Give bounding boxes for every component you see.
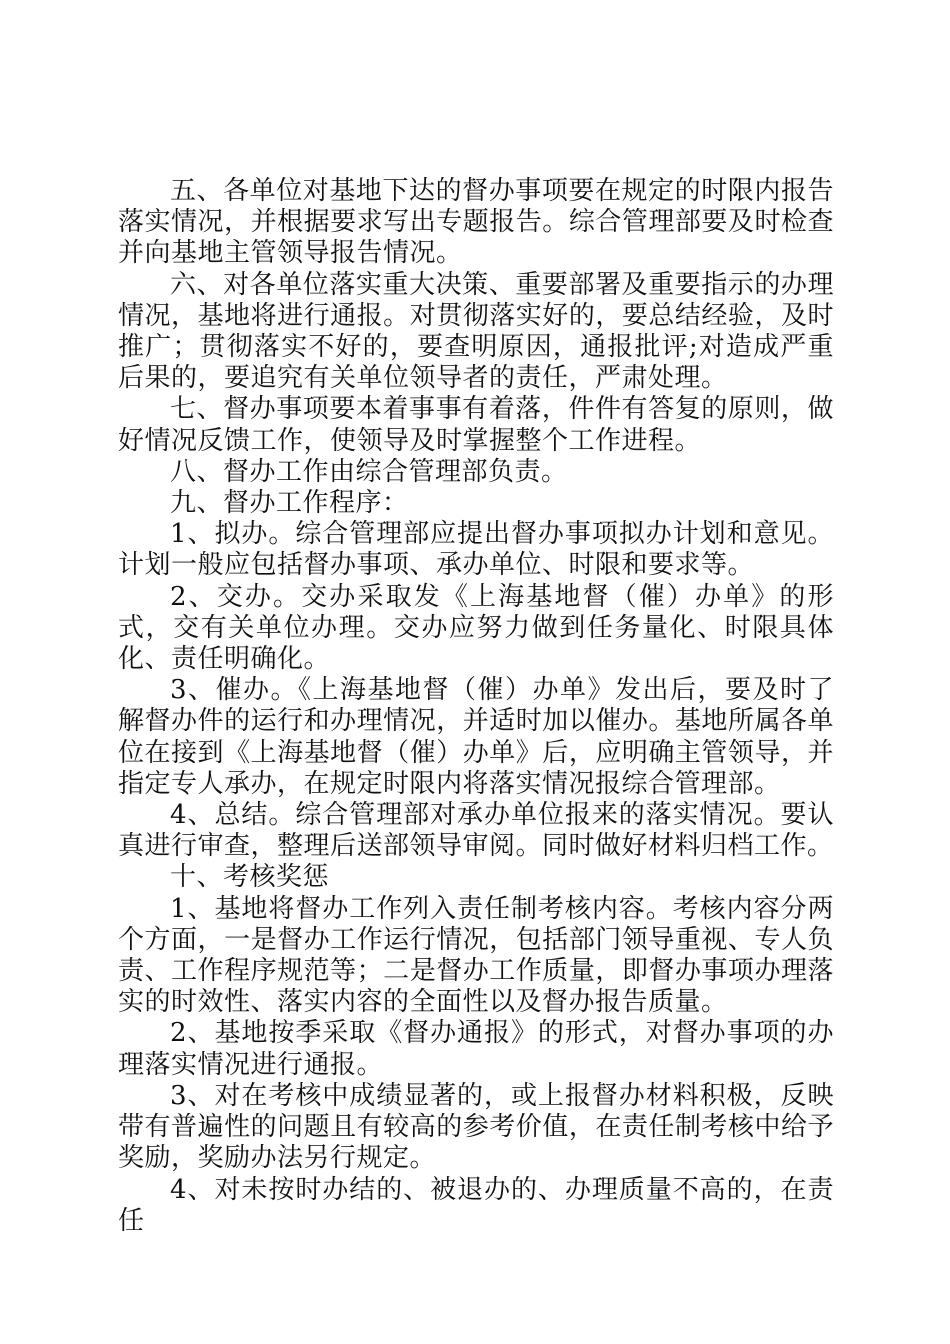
document-body <box>118 176 834 1237</box>
paragraph-9-2-assign: 2、交办。交办采取发《上海基地督（催）办单》的形式，交有关单位办理。交办应努力做到任务量化、时限具体化、责任明确化。 <box>118 581 834 675</box>
paragraph-5-report: 五、各单位对基地下达的督办事项要在规定的时限内报告落实情况，并根据要求写出专题报告。综合管理部要及时检查并向基地主管领导报告情况。 <box>118 176 834 269</box>
paragraph-10-3-reward: 3、对在考核中成绩显著的，或上报督办材料积极，反映带有普遍性的问题且有较高的参考价值，在责任制考核中给予奖励，奖励办法另行规定。 <box>118 1080 834 1174</box>
paragraph-7-feedback: 七、督办事项要本着事事有着落，件件有答复的原则，做好情况反馈工作，使领导及时掌握整个工作进程。 <box>118 394 834 456</box>
paragraph-9-3-urge: 3、催办。《上海基地督（催）办单》发出后，要及时了解督办件的运行和办理情况，并适时加以催办。基地所属各单位在接到《上海基地督（催）办单》后，应明确主管领导，并指定专人承办，在规定时限内将落实情况报综合管理部。 <box>118 675 834 799</box>
paragraph-9-4-summary: 4、总结。综合管理部对承办单位报来的落实情况。要认真进行审查，整理后送部领导审阅。同时做好材料归档工作。 <box>118 800 834 862</box>
paragraph-8-responsibility: 八、督办工作由综合管理部负责。 <box>170 456 568 487</box>
paragraph-10-4-penalty: 4、对未按时办结的、被退办的、办理质量不高的，在责任 <box>118 1174 834 1236</box>
paragraph-9-procedure: 九、督办工作程序： <box>170 488 409 519</box>
paragraph-10-1-assessment-content: 1、基地将督办工作列入责任制考核内容。考核内容分两个方面，一是督办工作运行情况，包括部门领导重视、专人负责、工作程序规范等；二是督办工作质量，即督办事项办理落实的时效性、落实内容的全面性以及督办报告质量。 <box>118 893 834 1018</box>
paragraph-6-notification: 六、对各单位落实重大决策、重要部署及重要指示的办理情况，基地将进行通报。对贯彻落实好的，要总结经验，及时推广；贯彻落实不好的，要查明原因，通报批评;对造成严重后果的，要追究有关单位领导者的责任，严肃处理。 <box>118 269 834 394</box>
paragraph-10-assessment: 十、考核奖惩 <box>170 862 330 893</box>
paragraph-10-2-quarterly-report: 2、基地按季采取《督办通报》的形式，对督办事项的办理落实情况进行通报。 <box>118 1018 834 1080</box>
paragraph-9-1-draft: 1、拟办。综合管理部应提出督办事项拟办计划和意见。计划一般应包括督办事项、承办单位、时限和要求等。 <box>118 519 834 581</box>
